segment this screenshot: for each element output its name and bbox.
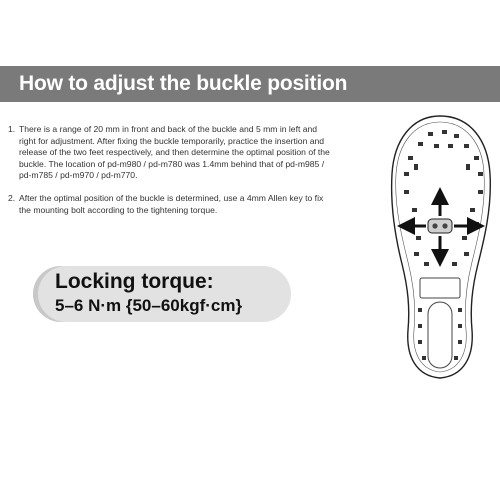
step-number: 1.	[8, 124, 16, 134]
page-title: How to adjust the buckle position	[19, 72, 348, 95]
torque-value: 5–6 N·m {50–60kgf·cm}	[55, 296, 243, 315]
torque-callout	[33, 266, 291, 322]
title-banner	[0, 66, 500, 102]
step-text: After the optimal position of the buckle is determined, use a 4mm Allen key to fix the mounting bolt according to the tightening torque.	[19, 192, 324, 215]
torque-heading: Locking torque:	[55, 270, 214, 293]
shoe-sole-illustration	[384, 112, 500, 382]
instruction-step-1	[8, 124, 333, 182]
step-number: 2.	[8, 192, 16, 203]
cleat-icon	[428, 219, 452, 233]
instruction-step-2	[8, 193, 333, 216]
step-text: There is a range of 20 mm in front and back of the buckle and 5 mm in left and right for adjustment. After fixing the buckle temporarily, practice the insertion and release of the two feet respectively, and then determine the optimal position of the buckle. The location of pd-m980 / pd-m780 was 1.4mm behind that of pd-m985 / pd-m785 / pd-m970 / pd-m770.	[19, 124, 330, 181]
instructions-list	[8, 124, 333, 227]
